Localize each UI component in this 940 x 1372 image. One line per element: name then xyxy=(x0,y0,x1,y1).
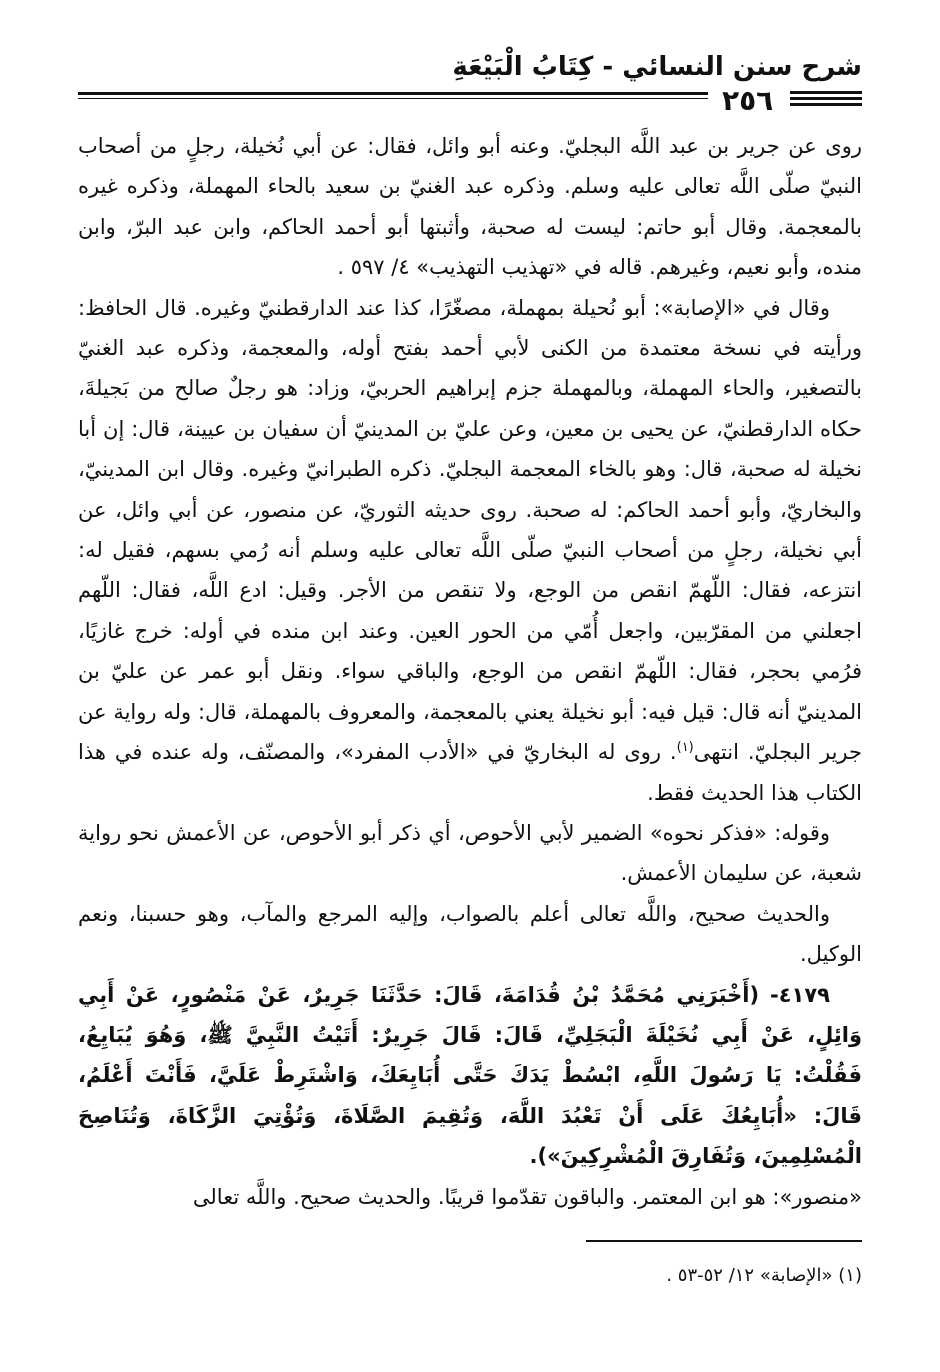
footnote-marker[interactable]: (١) xyxy=(676,740,694,756)
header-ornament-rule xyxy=(790,97,862,100)
header-rule-thin xyxy=(78,98,708,99)
paragraph-narrator-bio: روى عن جرير بن عبد اللَّه البجليّ. وعنه أبو وائل، فقال: عن أبي نُخيلة، رجلٍ من أصحاب النبيّ صلّى اللَّه تعالى عليه وسلم. وذكره عبد الغنيّ بن سعيد بالحاء المهملة، وذكره غيره بالمعجمة. وقال أبو حاتم: ليست له صحبة، وأثبتها أبو أحمد الحاكم، وابن عبد البرّ، وابن منده، وأبو نعيم، وغيرهم. قاله في «تهذيب التهذيب» ٤/ ٥٩٧ . xyxy=(78,134,862,280)
hadith-number: ٤١٧٩- xyxy=(769,982,830,1007)
header-rule-thick xyxy=(78,92,708,95)
main-text xyxy=(78,126,862,1217)
paragraph-explanation: «منصور»: هو ابن المعتمر. والباقون تقدّموا قريبًا. والحديث صحيح. واللَّه تعالى xyxy=(192,1184,862,1209)
paragraph-commentary: وقوله: «فذكر نحوه» الضمير لأبي الأحوص، أي ذكر أبو الأحوص، عن الأعمش نحو رواية شعبة، عن سليمان الأعمش. xyxy=(78,820,862,886)
footnote-separator xyxy=(586,1240,862,1242)
running-header: شرح سنن النسائي - كِتَابُ الْبَيْعَةِ xyxy=(452,52,862,82)
paragraph-text: . روى له البخاريّ في «الأدب المفرد»، والمصنّف، وله عنده في هذا الكتاب هذا الحديث فقط. xyxy=(78,740,862,805)
paragraph-isaba xyxy=(78,288,862,813)
header-ornament-rule xyxy=(790,91,862,94)
hadith-block xyxy=(78,975,862,1177)
page-number: ٢٥٦ xyxy=(722,84,774,117)
paragraph-text: وقال في «الإصابة»: أبو نُحيلة بمهملة، مصغّرًا، كذا عند الدارقطنيّ وغيره. قال الحافظ: ورأيته في نسخة معتمدة من الكنى لأبي أحمد بفتح أوله، والمعجمة، وذكره عبد الغنيّ بالتصغير، والحاء المهملة، وبالمهملة جزم إبراهيم الحربيّ، وزاد: هو رجلٌ صالح من بَجيلةَ، حكاه الدارقطنيّ، عن يحيى بن معين، وعن عليّ بن المدينيّ أن سفيان بن عيينة، قال: إن أبا نخيلة له صحبة، قال: وهو بالخاء المعجمة البجليّ. ذكره الطبرانيّ وغيره. وقال ابن المدينيّ، والبخاريّ، وأبو أحمد الحاكم: له صحبة. روى حديثه الثوريّ، عن منصور، عن أبي وائل، عن أبي نخيلة، رجلٍ من أصحاب النبيّ صلّى اللَّه تعالى عليه وسلم أنه رُمي بسهم، فقيل له: انتزعه، فقال: اللّهمّ انقص من الوجع، ولا تنقص من الأجر. وقيل: ادع اللَّه، فقال: اللّهم اجعلني من المقرّبين، واجعل أُمّي من الحور العين. وعند ابن منده في أوله: خرج غازيًا، فرُمي بحجر، فقال: اللّهمّ انقص من الوجع، والباقي سواء. ونقل أبو عمر عن عليّ بن المدينيّ أنه قال: قيل فيه: أبو نخيلة يعني بالمعجمة، والمعروف بالمهملة، قال: وله رواية عن جرير البجليّ. انتهى xyxy=(78,295,862,765)
hadith-text: (أَخْبَرَنِي مُحَمَّدُ بْنُ قُدَامَةَ، قَالَ: حَدَّثَنَا جَرِيرٌ، عَنْ مَنْصُورٍ، عَنْ أَبِي وَائِلٍ، عَنْ أَبِي نُخَيْلَةَ الْبَجَلِيِّ، قَالَ: قَالَ جَرِيرٌ: أَتَيْتُ النَّبِيَّ ﷺ، وَهُوَ يُبَايِعُ، فَقُلْتُ: يَا رَسُولَ اللَّهِ، ابْسُطْ يَدَكَ حَتَّى أُبَايِعَكَ، وَاشْتَرِطْ عَلَيَّ، فَأَنْتَ أَعْلَمُ، قَالَ: «أُبَايِعُكَ عَلَى أَنْ تَعْبُدَ اللَّهَ، وَتُقِيمَ الصَّلَاةَ، وَتُؤْتِيَ الزَّكَاةَ، وَتُنَاصِحَ الْمُسْلِمِينَ، وَتُفَارِقَ الْمُشْرِكِينَ»). xyxy=(78,982,862,1169)
footnote: (١) «الإصابة» ١٢/ ٥٢-٥٣ . xyxy=(666,1265,862,1286)
paragraph-conclusion: والحديث صحيح، واللَّه تعالى أعلم بالصواب، وإليه المرجع والمآب، وهو حسبنا، ونعم الوكيل. xyxy=(78,901,862,967)
header-ornament-rule xyxy=(790,103,862,106)
